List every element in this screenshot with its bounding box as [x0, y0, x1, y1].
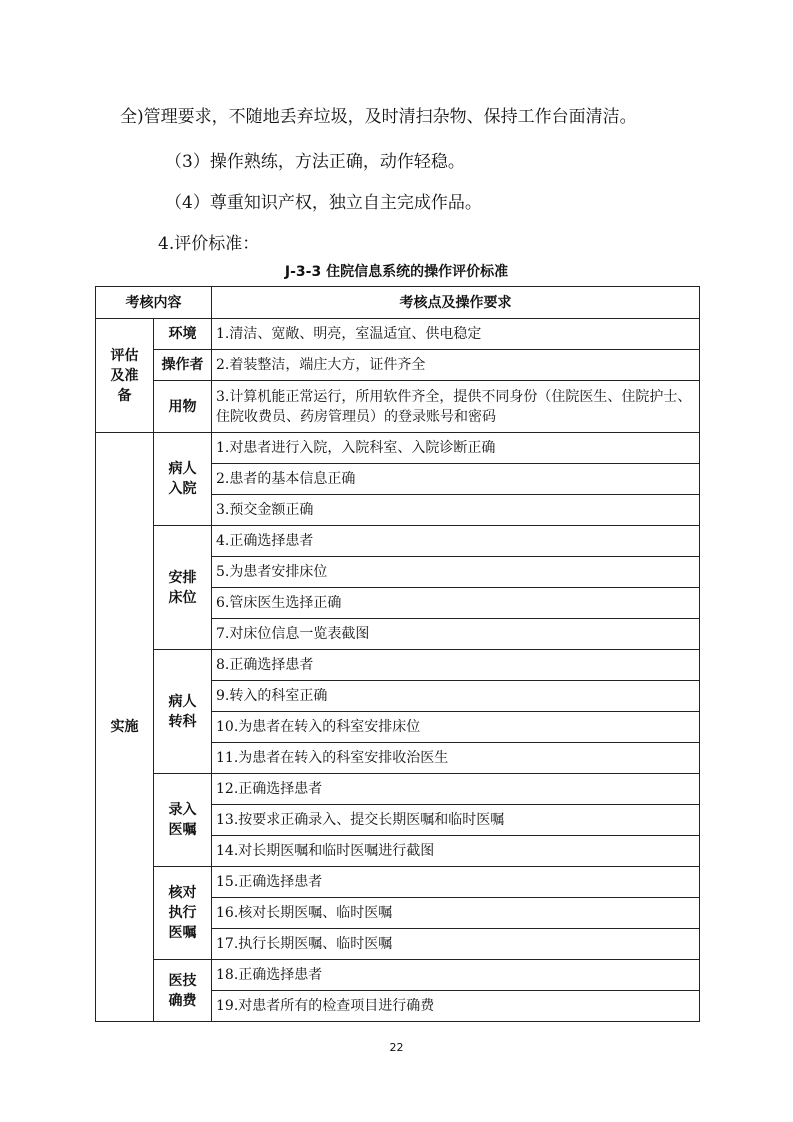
item-text: 13.按要求正确录入、提交长期医嘱和临时医嘱	[212, 805, 700, 836]
group-label-impl: 实施	[96, 433, 154, 1022]
sub-label-text: 安排床位	[168, 569, 197, 606]
table-row	[96, 526, 700, 557]
item-text: 3.计算机能正常运行，所用软件齐全，提供不同身份（住院医生、住院护士、住院收费员、药房管理员）的登录账号和密码	[212, 381, 700, 433]
sub-label	[154, 774, 212, 867]
item-text: 18.正确选择患者	[212, 960, 700, 991]
item-text: 1.清洁、宽敞、明亮，室温适宜、供电稳定	[212, 319, 700, 350]
item-text: 15.正确选择患者	[212, 867, 700, 898]
sub-label-text: 病人入院	[168, 461, 197, 497]
item-text: 2.着装整洁，端庄大方，证件齐全	[212, 350, 700, 381]
header-requirements: 考核点及操作要求	[212, 287, 700, 319]
paragraph-3: （4）尊重知识产权，独立自主完成作品。	[165, 193, 482, 213]
table-header-row	[96, 287, 700, 319]
sub-label-text: 医技确费	[168, 972, 197, 1009]
item-text: 1.对患者进行入院，入院科室、入院诊断正确	[212, 433, 700, 464]
sub-label-text: 核对执行医嘱	[168, 885, 197, 941]
item-text: 8.正确选择患者	[212, 650, 700, 681]
group-label-prep	[96, 319, 154, 433]
paragraph-2: （3）操作熟练，方法正确，动作轻稳。	[165, 152, 465, 172]
item-text: 16.核对长期医嘱、临时医嘱	[212, 898, 700, 929]
table-row	[96, 319, 700, 350]
item-text: 4.正确选择患者	[212, 526, 700, 557]
table-row	[96, 381, 700, 433]
group-label-text: 评估及准备	[110, 347, 139, 404]
item-text: 7.对床位信息一览表截图	[212, 619, 700, 650]
item-text: 2.患者的基本信息正确	[212, 464, 700, 495]
item-text: 10.为患者在转入的科室安排床位	[212, 712, 700, 743]
table-row	[96, 433, 700, 464]
table-row	[96, 350, 700, 381]
item-text: 12.正确选择患者	[212, 774, 700, 805]
sub-label	[154, 960, 212, 1022]
sub-label-text: 录入医嘱	[168, 802, 197, 838]
sub-label: 环境	[154, 319, 212, 350]
item-text: 9.转入的科室正确	[212, 681, 700, 712]
table-caption: J-3-3 住院信息系统的操作评价标准	[284, 264, 509, 280]
evaluation-table	[95, 286, 700, 1022]
sub-label: 操作者	[154, 350, 212, 381]
item-text: 5.为患者安排床位	[212, 557, 700, 588]
paragraph-1: 全)管理要求，不随地丢弃垃圾，及时清扫杂物、保持工作台面清洁。	[120, 107, 637, 127]
sub-label-text: 病人转科	[168, 693, 197, 730]
sub-label: 用物	[154, 381, 212, 433]
table-row	[96, 650, 700, 681]
item-text: 6.管床医生选择正确	[212, 588, 700, 619]
sub-label	[154, 867, 212, 960]
sub-label	[154, 526, 212, 650]
item-text: 17.执行长期医嘱、临时医嘱	[212, 929, 700, 960]
sub-label	[154, 433, 212, 526]
item-text: 19.对患者所有的检查项目进行确费	[212, 991, 700, 1022]
table-row	[96, 960, 700, 991]
sub-label	[154, 650, 212, 774]
page-number: 22	[389, 1041, 404, 1054]
item-text: 3.预交金额正确	[212, 495, 700, 526]
table-row	[96, 774, 700, 805]
table-row	[96, 867, 700, 898]
header-content: 考核内容	[96, 287, 212, 319]
item-text: 14.对长期医嘱和临时医嘱进行截图	[212, 836, 700, 867]
paragraph-4: 4.评价标准：	[158, 234, 260, 254]
item-text: 11.为患者在转入的科室安排收治医生	[212, 743, 700, 774]
